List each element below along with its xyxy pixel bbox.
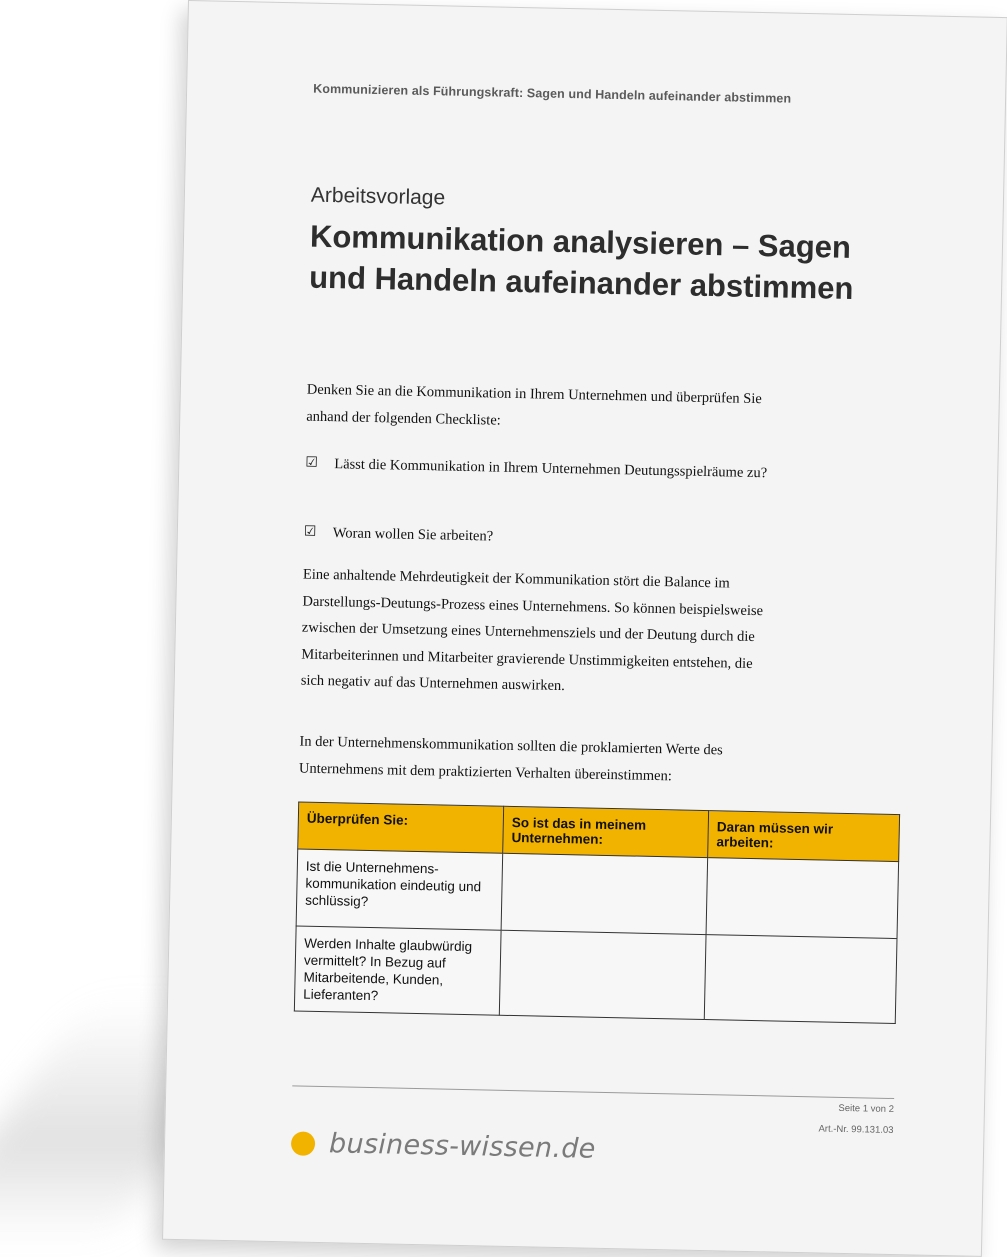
checklist-item (304, 520, 774, 556)
checklist-item (305, 451, 775, 487)
table-intro-paragraph: In der Unternehmenskommunikation sollten die proklamierten Werte des Unternehmens mit dem praktizierten Verhalten übereinstimmen: (298, 733, 723, 784)
body-paragraph: Eine anhaltende Mehrdeutigkeit der Kommunikation stört die Balance im Darstellungs-Deutungs-Prozess eines Unternehmens. So können beispielsweise zwischen der Umsetzung eines Unternehmensziels und der Deutung durch die Mitarbeiterinnen und Mitarbeiter gravierende Unstimmigkeiten entstehen, die sich negativ auf das Unternehmen auswirken. (300, 566, 764, 695)
checkbox-checked-icon: ☑ (305, 455, 319, 471)
table-header-cell: Überprüfen Sie: (298, 802, 504, 853)
review-table (294, 801, 900, 1024)
article-number: Art.-Nr. 99.131.03 (818, 1123, 894, 1137)
table-cell: Werden Inhalte glaubwürdig vermittelt? In Bezug auf Mitarbeitende, Kunden, Lieferanten? (294, 926, 501, 1015)
document-title: Kommunikation analysieren – Sagen und Handeln aufeinander abstimmen (308, 218, 854, 306)
intro-paragraph: Denken Sie an die Kommunikation in Ihrem Unternehmen und überprüfen Sie anhand der folgenden Checkliste: (306, 381, 762, 429)
brand-dot-icon (291, 1131, 315, 1155)
table-header-cell: Daran müssen wir arbeiten: (708, 811, 900, 862)
brand-logo (291, 1127, 596, 1164)
table-cell-empty[interactable] (706, 858, 899, 939)
document-page (162, 0, 1007, 1257)
running-header: Kommunizieren als Führungskraft: Sagen und Handeln aufeinander abstimmen (313, 81, 792, 106)
document-kicker: Arbeitsvorlage (310, 183, 446, 210)
table-cell-empty[interactable] (499, 930, 706, 1019)
page-number: Seite 1 von 2 (838, 1102, 895, 1116)
footer-divider (292, 1085, 894, 1099)
table-cell-empty[interactable] (704, 935, 897, 1024)
table-row (296, 849, 898, 939)
checklist-item-text: Woran wollen Sie arbeiten? (332, 525, 494, 545)
table-row (294, 926, 897, 1024)
checkbox-checked-icon: ☑ (303, 524, 317, 540)
table-header-cell: So ist das in meinem Unternehmen: (503, 806, 709, 857)
table-cell: Ist die Unternehmens-kommunikation eindeutig und schlüssig? (296, 849, 503, 930)
table-cell-empty[interactable] (501, 853, 708, 934)
checklist-item-text: Lässt die Kommunikation in Ihrem Unternehmen Deutungsspielräume zu? (334, 456, 768, 482)
brand-name: business-wissen.de (328, 1128, 596, 1165)
